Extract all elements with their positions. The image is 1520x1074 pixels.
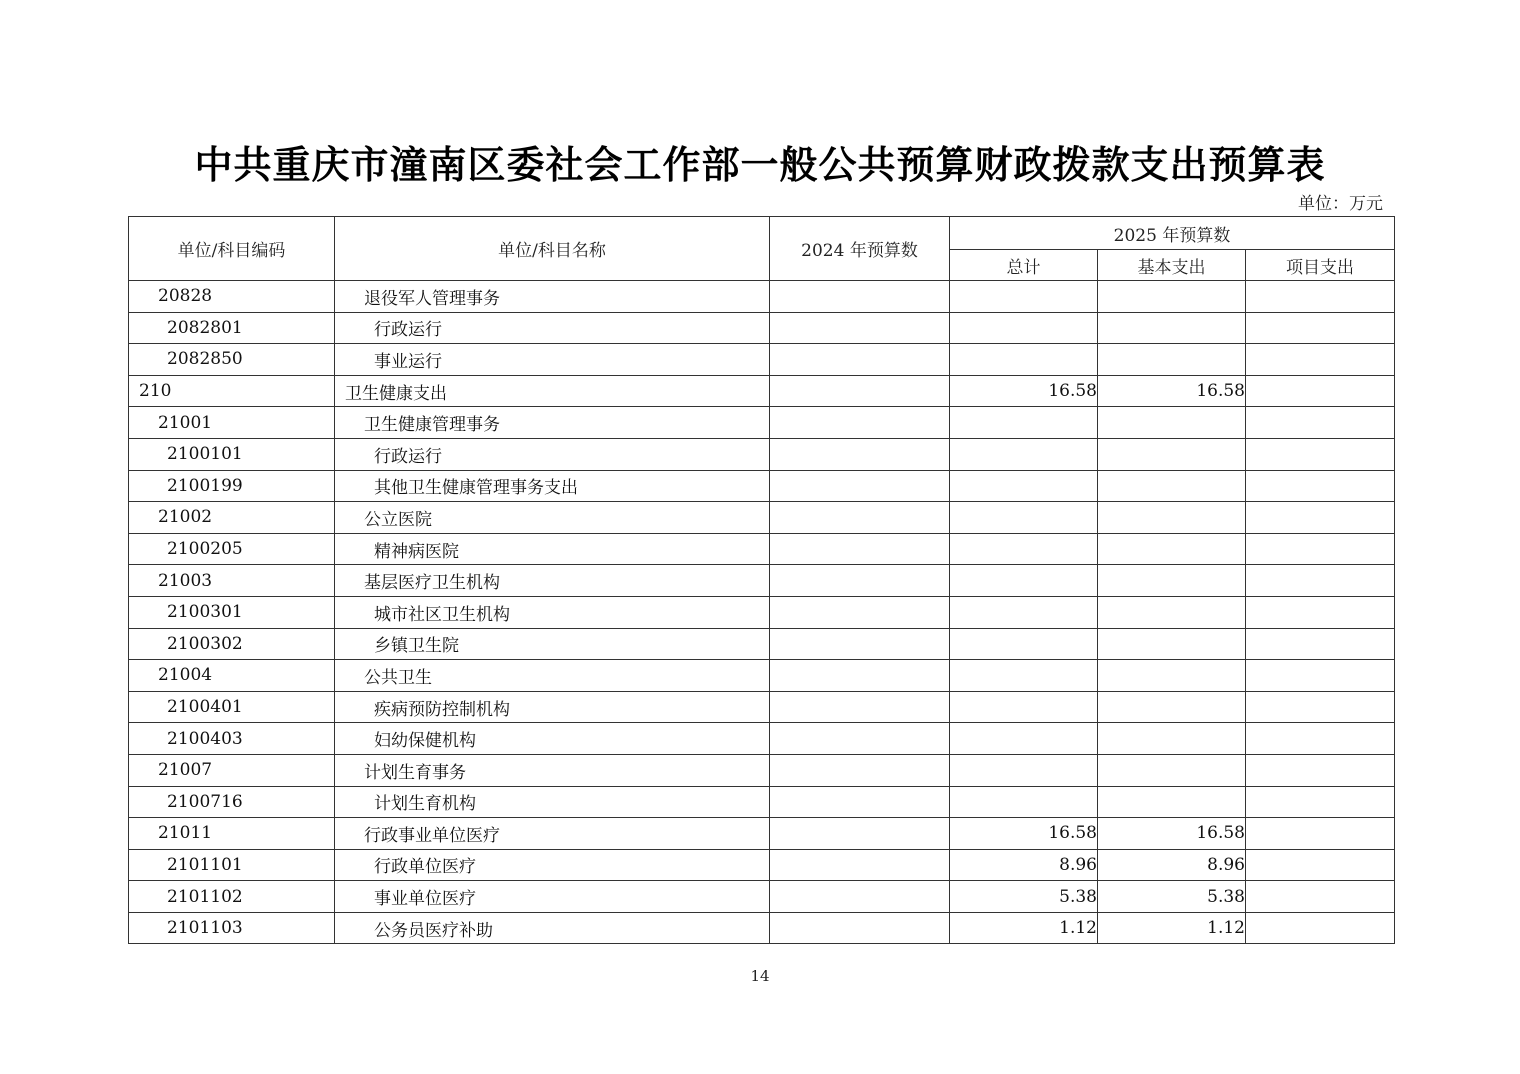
row-project	[1246, 818, 1395, 850]
header-total: 总计	[950, 250, 1098, 281]
row-total	[950, 723, 1098, 755]
row-prev-budget	[770, 344, 950, 376]
row-name: 退役军人管理事务	[335, 281, 770, 313]
row-total: 16.58	[950, 375, 1098, 407]
row-name: 妇幼保健机构	[335, 723, 770, 755]
table-row	[129, 596, 1395, 628]
row-project	[1246, 344, 1395, 376]
row-project	[1246, 312, 1395, 344]
row-project	[1246, 502, 1395, 534]
table-row	[129, 502, 1395, 534]
row-prev-budget	[770, 912, 950, 944]
header-prev-budget: 2024 年预算数	[770, 217, 950, 281]
row-project	[1246, 691, 1395, 723]
row-project	[1246, 786, 1395, 818]
row-basic	[1098, 502, 1246, 534]
row-basic	[1098, 407, 1246, 439]
row-total: 8.96	[950, 849, 1098, 881]
row-project	[1246, 533, 1395, 565]
row-total	[950, 565, 1098, 597]
row-prev-budget	[770, 312, 950, 344]
row-total	[950, 281, 1098, 313]
budget-table-body	[129, 281, 1395, 944]
row-basic	[1098, 565, 1246, 597]
row-project	[1246, 912, 1395, 944]
row-total: 5.38	[950, 881, 1098, 913]
row-code: 2101103	[129, 912, 335, 944]
row-prev-budget	[770, 281, 950, 313]
row-prev-budget	[770, 660, 950, 692]
row-prev-budget	[770, 438, 950, 470]
row-project	[1246, 849, 1395, 881]
row-project	[1246, 596, 1395, 628]
row-project	[1246, 281, 1395, 313]
table-row	[129, 849, 1395, 881]
row-total	[950, 533, 1098, 565]
row-total: 16.58	[950, 818, 1098, 850]
table-row	[129, 754, 1395, 786]
row-code: 21002	[129, 502, 335, 534]
row-total	[950, 754, 1098, 786]
row-total	[950, 660, 1098, 692]
row-code: 21004	[129, 660, 335, 692]
table-row	[129, 407, 1395, 439]
row-name: 事业单位医疗	[335, 881, 770, 913]
table-row	[129, 438, 1395, 470]
header-code: 单位/科目编码	[129, 217, 335, 281]
row-code: 2082850	[129, 344, 335, 376]
page-title: 中共重庆市潼南区委社会工作部一般公共预算财政拨款支出预算表	[194, 143, 1326, 187]
row-name: 行政事业单位医疗	[335, 818, 770, 850]
row-total	[950, 312, 1098, 344]
row-prev-budget	[770, 596, 950, 628]
table-row	[129, 344, 1395, 376]
row-project	[1246, 723, 1395, 755]
row-name: 行政运行	[335, 312, 770, 344]
row-name: 计划生育机构	[335, 786, 770, 818]
row-name: 行政运行	[335, 438, 770, 470]
row-name: 疾病预防控制机构	[335, 691, 770, 723]
table-row	[129, 691, 1395, 723]
row-code: 2100403	[129, 723, 335, 755]
row-code: 2101102	[129, 881, 335, 913]
row-code: 2100205	[129, 533, 335, 565]
table-row	[129, 312, 1395, 344]
row-code: 21011	[129, 818, 335, 850]
table-row	[129, 281, 1395, 313]
row-prev-budget	[770, 849, 950, 881]
row-total	[950, 407, 1098, 439]
row-total	[950, 344, 1098, 376]
row-code: 2100301	[129, 596, 335, 628]
row-prev-budget	[770, 407, 950, 439]
table-row	[129, 470, 1395, 502]
table-row	[129, 533, 1395, 565]
row-basic	[1098, 281, 1246, 313]
row-basic	[1098, 660, 1246, 692]
row-prev-budget	[770, 723, 950, 755]
row-prev-budget	[770, 691, 950, 723]
row-name: 精神病医院	[335, 533, 770, 565]
row-total	[950, 438, 1098, 470]
header-project: 项目支出	[1246, 250, 1395, 281]
table-row	[129, 786, 1395, 818]
row-total	[950, 628, 1098, 660]
unit-label: 单位：万元	[1298, 194, 1383, 214]
row-total	[950, 786, 1098, 818]
row-code: 21003	[129, 565, 335, 597]
budget-table	[128, 216, 1395, 944]
row-total	[950, 691, 1098, 723]
header-name: 单位/科目名称	[335, 217, 770, 281]
row-basic	[1098, 438, 1246, 470]
row-code: 21001	[129, 407, 335, 439]
row-code: 21007	[129, 754, 335, 786]
row-code: 2100101	[129, 438, 335, 470]
row-prev-budget	[770, 881, 950, 913]
row-basic	[1098, 754, 1246, 786]
row-basic	[1098, 723, 1246, 755]
row-basic	[1098, 533, 1246, 565]
row-basic	[1098, 628, 1246, 660]
row-prev-budget	[770, 470, 950, 502]
row-basic	[1098, 344, 1246, 376]
row-project	[1246, 470, 1395, 502]
row-name: 事业运行	[335, 344, 770, 376]
table-row	[129, 660, 1395, 692]
row-code: 2100716	[129, 786, 335, 818]
row-name: 公立医院	[335, 502, 770, 534]
row-basic	[1098, 691, 1246, 723]
row-project	[1246, 881, 1395, 913]
row-name: 基层医疗卫生机构	[335, 565, 770, 597]
row-prev-budget	[770, 628, 950, 660]
row-total	[950, 470, 1098, 502]
row-prev-budget	[770, 533, 950, 565]
header-curr-budget: 2025 年预算数	[950, 217, 1395, 250]
row-project	[1246, 660, 1395, 692]
row-project	[1246, 375, 1395, 407]
row-prev-budget	[770, 375, 950, 407]
table-row	[129, 912, 1395, 944]
row-name: 公务员医疗补助	[335, 912, 770, 944]
row-name: 行政单位医疗	[335, 849, 770, 881]
row-basic: 5.38	[1098, 881, 1246, 913]
row-code: 2100199	[129, 470, 335, 502]
row-code: 2082801	[129, 312, 335, 344]
row-name: 乡镇卫生院	[335, 628, 770, 660]
row-name: 公共卫生	[335, 660, 770, 692]
row-prev-budget	[770, 502, 950, 534]
row-code: 2100302	[129, 628, 335, 660]
row-name: 其他卫生健康管理事务支出	[335, 470, 770, 502]
row-basic	[1098, 470, 1246, 502]
row-project	[1246, 407, 1395, 439]
row-name: 卫生健康支出	[335, 375, 770, 407]
table-row	[129, 628, 1395, 660]
row-basic	[1098, 596, 1246, 628]
row-total: 1.12	[950, 912, 1098, 944]
row-basic: 1.12	[1098, 912, 1246, 944]
row-prev-budget	[770, 818, 950, 850]
row-code: 210	[129, 375, 335, 407]
row-prev-budget	[770, 754, 950, 786]
row-basic: 8.96	[1098, 849, 1246, 881]
row-basic: 16.58	[1098, 818, 1246, 850]
row-prev-budget	[770, 565, 950, 597]
row-total	[950, 596, 1098, 628]
table-row	[129, 723, 1395, 755]
page-number: 14	[750, 967, 770, 985]
row-name: 卫生健康管理事务	[335, 407, 770, 439]
table-row	[129, 881, 1395, 913]
table-row	[129, 375, 1395, 407]
row-total	[950, 502, 1098, 534]
row-code: 2100401	[129, 691, 335, 723]
row-project	[1246, 754, 1395, 786]
row-name: 城市社区卫生机构	[335, 596, 770, 628]
header-basic: 基本支出	[1098, 250, 1246, 281]
row-code: 2101101	[129, 849, 335, 881]
row-prev-budget	[770, 786, 950, 818]
row-name: 计划生育事务	[335, 754, 770, 786]
row-basic	[1098, 786, 1246, 818]
row-code: 20828	[129, 281, 335, 313]
row-basic	[1098, 312, 1246, 344]
table-row	[129, 818, 1395, 850]
row-project	[1246, 565, 1395, 597]
table-row	[129, 565, 1395, 597]
row-project	[1246, 438, 1395, 470]
row-basic: 16.58	[1098, 375, 1246, 407]
row-project	[1246, 628, 1395, 660]
